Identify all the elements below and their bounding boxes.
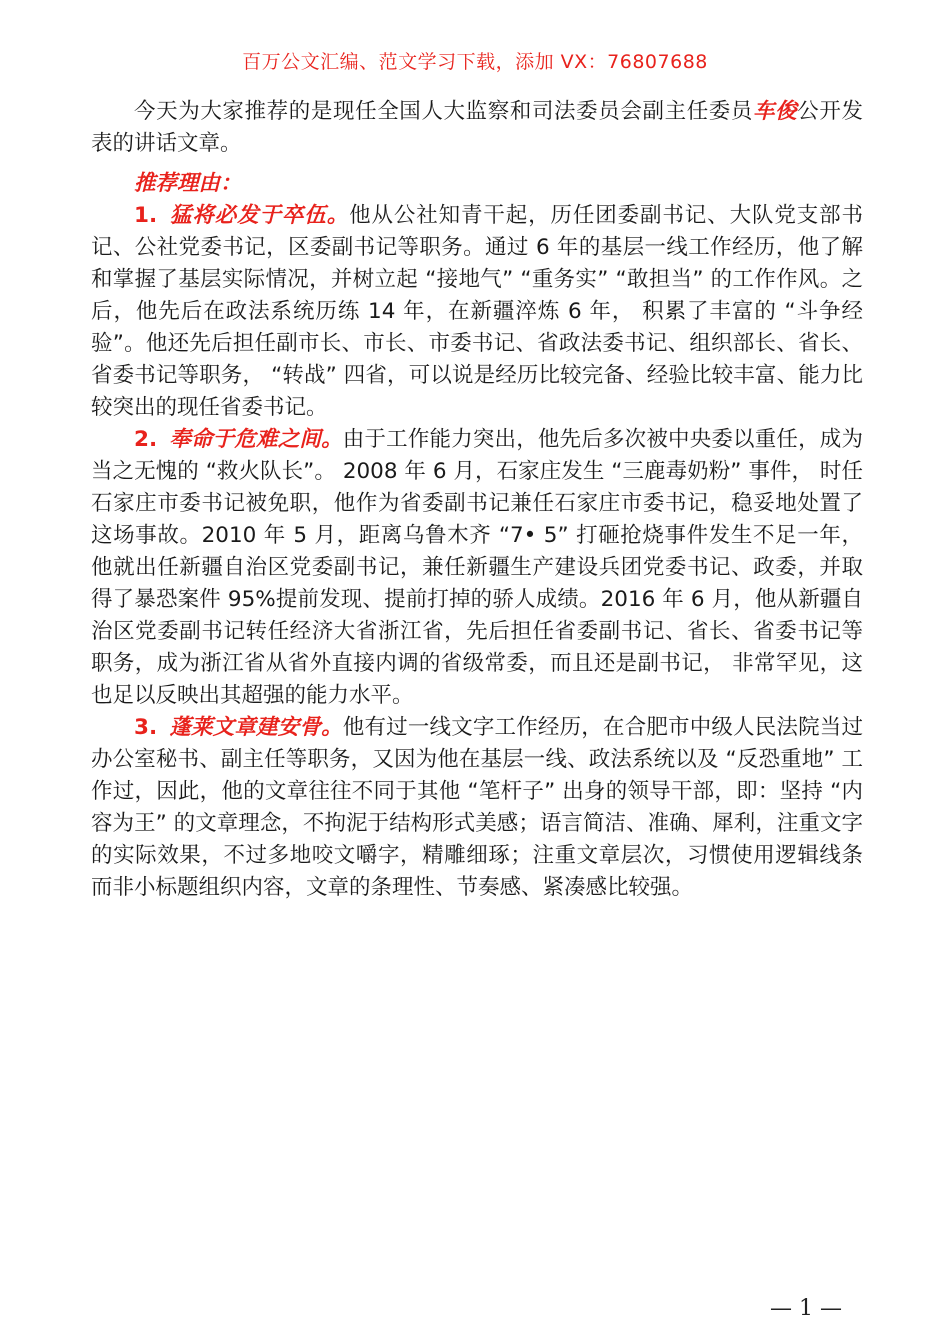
item-number: 1.	[134, 203, 158, 228]
intro-text-after: 公开发表的讲话文章。	[91, 99, 863, 156]
item-number: 2.	[134, 427, 158, 452]
section-heading-paragraph	[91, 168, 863, 200]
intro-text-before: 今天为大家推荐的是现任全国人大监察和司法委员会副主任委员	[134, 99, 754, 124]
item-number: 3.	[134, 715, 158, 740]
page-number: — 1 —	[770, 1296, 842, 1321]
item-text: 他从公社知青干起，历任团委副书记、大队党支部书记、公社党委书记，区委副书记等职务。通过 6 年的基层一线工作经历，他了解和掌握了基层实际情况，并树立起 “接地气” “重务实” “敢担当” 的工作作风。之后，他先后在政法系统历练 14 年，在新疆淬炼 6 年， 积累了丰富的 “斗争经验”。他还先后担任副市长、市长、市委书记、省政法委书记、组织部长、省长、省委书记等职务， “转战” 四省，可以说是经历比较完备、经验比较丰富、能力比较突出的现任省委书记。	[91, 203, 863, 420]
intro-paragraph	[91, 96, 863, 160]
list-item	[91, 712, 863, 904]
item-title: 猛将必发于卒伍。	[169, 203, 350, 228]
list-item	[91, 200, 863, 424]
section-heading: 推荐理由：	[134, 171, 242, 196]
header-banner: 百万公文汇编、范文学习下载，添加 VX：76807688	[242, 51, 708, 73]
item-title: 蓬莱文章建安骨。	[169, 715, 343, 740]
person-name: 车俊	[753, 99, 798, 124]
item-text: 由于工作能力突出，他先后多次被中央委以重任，成为当之无愧的 “救火队长”。 2008 年 6 月，石家庄发生 “三鹿毒奶粉” 事件， 时任石家庄市委书记被免职，他作为省委副书记兼任石家庄市委书记，稳妥地处置了这场事故。2010 年 5 月，距离乌鲁木齐 “7• 5” 打砸抢烧事件发生不足一年，他就出任新疆自治区党委副书记，兼任新疆生产建设兵团党委书记、政委，并取得了暴恐案件 95%提前发现、提前打掉的骄人成绩。2016 年 6 月，他从新疆自治区党委副书记转任经济大省浙江省，先后担任省委副书记、省长、省委书记等职务，成为浙江省从省外直接内调的省级常委，而且还是副书记， 非常罕见，这也足以反映出其超强的能力水平。	[91, 427, 863, 708]
list-item	[91, 424, 863, 712]
item-text: 他有过一线文字工作经历，在合肥市中级人民法院当过办公室秘书、副主任等职务，又因为他在基层一线、政法系统以及 “反恐重地” 工作过，因此，他的文章往往不同于其他 “笔杆子” 出身的领导干部，即：坚持 “内容为王” 的文章理念，不拘泥于结构形式美感；语言简洁、准确、犀利，注重文字的实际效果，不过多地咬文嚼字，精雕细琢；注重文章层次，习惯使用逻辑线条而非小标题组织内容，文章的条理性、节奏感、紧凑感比较强。	[91, 715, 863, 900]
item-title: 奉命于危难之间。	[169, 427, 343, 452]
document-body	[91, 96, 863, 904]
